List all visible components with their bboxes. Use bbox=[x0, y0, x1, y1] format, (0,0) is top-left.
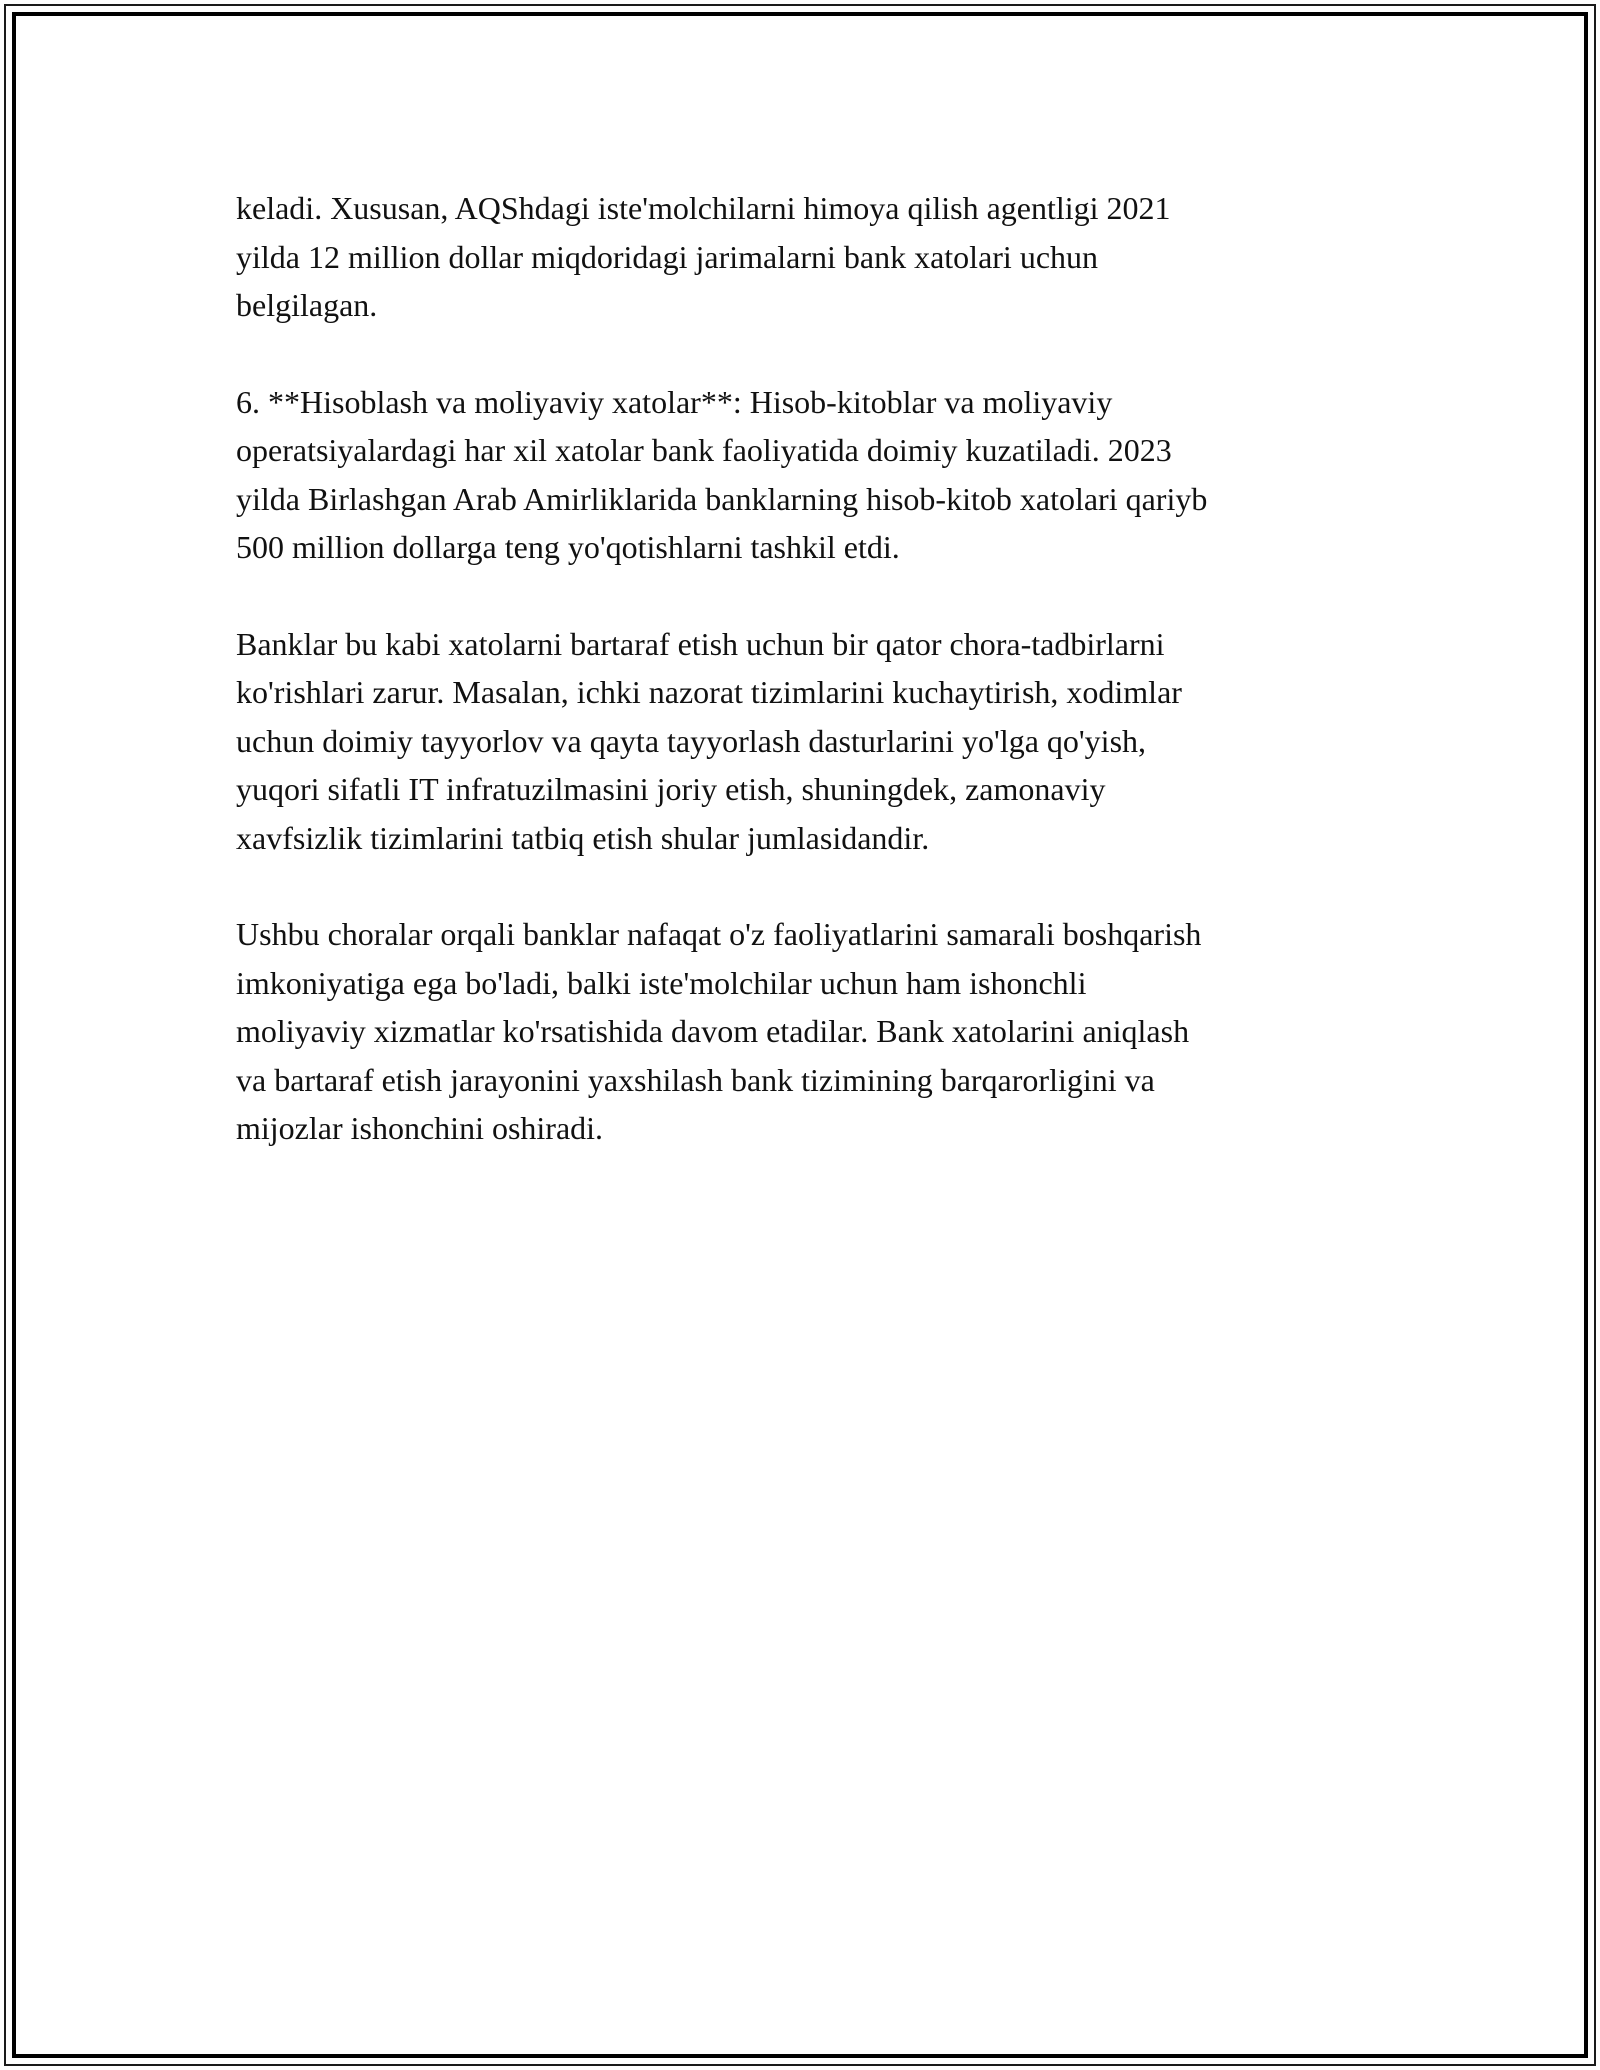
paragraph-consumer-protection: keladi. Xususan, AQShdagi iste'molchilarni himoya qilish agentligi 2021 yilda 12 million dollar miqdoridagi jarimalarni bank xatolari uchun belgilagan. bbox=[236, 190, 1171, 323]
document-body bbox=[236, 184, 1366, 1201]
paragraph-calculation-errors: 6. **Hisoblash va moliyaviy xatolar**: Hisob-kitoblar va moliyaviy operatsiyalardagi har xil xatolar bank faoliyatida doimiy kuzatiladi. 2023 yilda Birlashgan Arab Amirliklarida banklarning hisob-kitob xatolari qariyb 500 million dollarga teng yo'qotishlarni tashkil etdi. bbox=[236, 383, 1208, 565]
paragraph-bank-measures: Banklar bu kabi xatolarni bartaraf etish uchun bir qator chora-tadbirlarni ko'rishlari zarur. Masalan, ichki nazorat tizimlarini kuchaytirish, xodimlar uchun doimiy tayyorlov va qayta tayyorlash dasturlarini yo'lga qo'yish, yuqori sifatli IT infratuzilmasini joriy etish, shuningdek, zamonaviy xavfsizlik tizimlarini tatbiq etish shular jumlasidandir. bbox=[236, 625, 1182, 856]
paragraph-conclusion: Ushbu choralar orqali banklar nafaqat o'z faoliyatlarini samarali boshqarish imkoniyatiga ega bo'ladi, balki iste'molchilar uchun ham ishonchli moliyaviy xizmatlar ko'rsatishida davom etadilar. Bank xatolarini aniqlash va bartaraf etish jarayonini yaxshilash bank tizimining barqarorligini va mijozlar ishonchini oshiradi. bbox=[236, 916, 1202, 1146]
